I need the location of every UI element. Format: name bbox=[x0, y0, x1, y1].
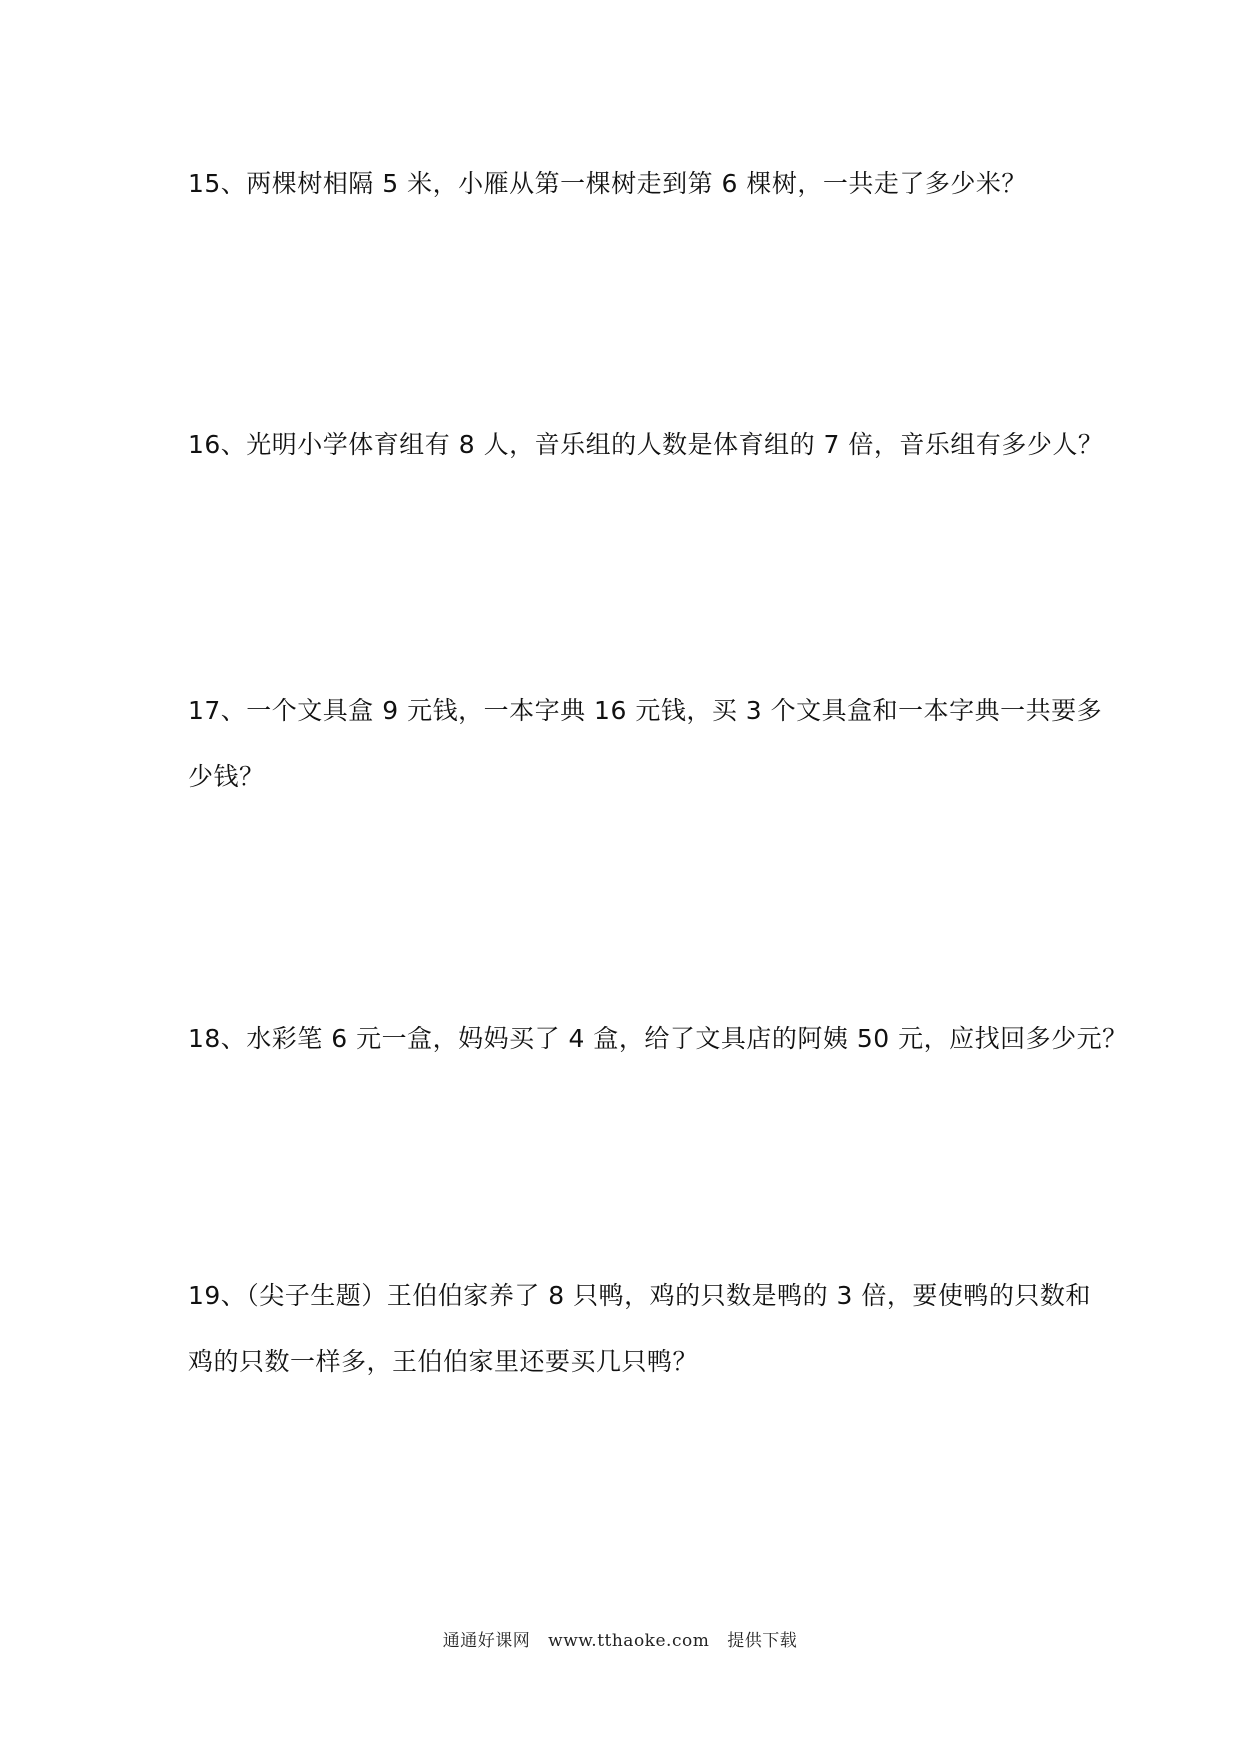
question-17-line-2: 少钱？ bbox=[188, 762, 265, 791]
question-15 bbox=[188, 151, 1068, 217]
question-19-line-2: 鸡的只数一样多，王伯伯家里还要买几只鸭？ bbox=[188, 1347, 699, 1376]
footer-url: www.tthaoke.com bbox=[548, 1631, 710, 1651]
footer-site-name: 通通好课网 bbox=[442, 1631, 531, 1651]
question-17 bbox=[188, 678, 1103, 810]
question-19-line-1: 19、（尖子生题）王伯伯家养了 8 只鸭，鸡的只数是鸭的 3 倍，要使鸭的只数和 bbox=[188, 1281, 1091, 1310]
question-19 bbox=[188, 1263, 1091, 1395]
footer-suffix: 提供下载 bbox=[727, 1631, 798, 1651]
question-16-line-1: 16、光明小学体育组有 8 人，音乐组的人数是体育组的 7 倍，音乐组有多少人？ bbox=[188, 430, 1104, 459]
question-18-line-1: 18、水彩笔 6 元一盒，妈妈买了 4 盒，给了文具店的阿姨 50 元，应找回多少元？ bbox=[188, 1024, 1128, 1053]
question-18 bbox=[188, 1006, 1128, 1072]
question-17-line-1: 17、一个文具盒 9 元钱，一本字典 16 元钱，买 3 个文具盒和一本字典一共要多 bbox=[188, 696, 1103, 725]
question-16 bbox=[188, 412, 1104, 478]
question-15-line-1: 15、两棵树相隔 5 米，小雁从第一棵树走到第 6 棵树，一共走了多少米？ bbox=[188, 169, 1027, 198]
page-footer bbox=[0, 1626, 1240, 1651]
